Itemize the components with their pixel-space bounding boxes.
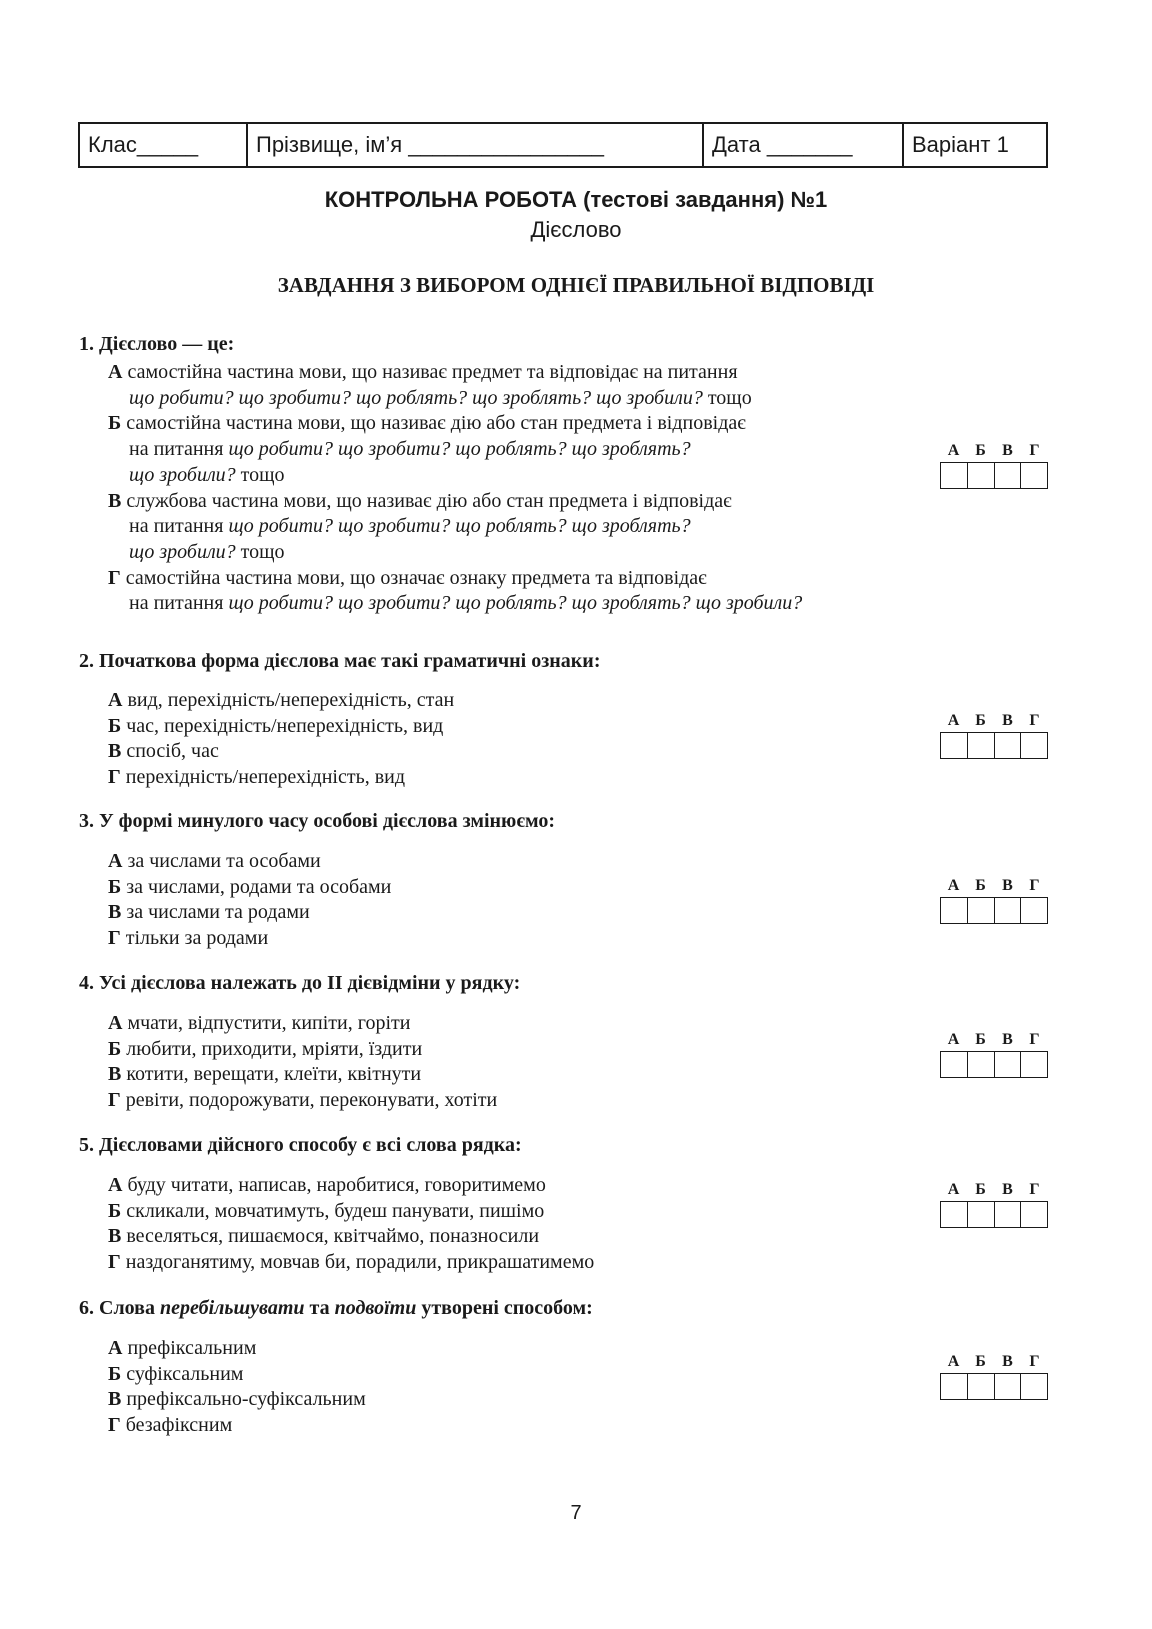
question-3-options	[108, 849, 391, 952]
option-c: В веселяться, пишаємося, квітчаймо, поназносили	[108, 1225, 540, 1248]
answer-grid-2: А Б В Г	[940, 712, 1048, 759]
option-a: А буду читати, написав, наробитися, говоритимемо	[108, 1174, 546, 1196]
answer-grid-4: А Б В Г	[940, 1031, 1048, 1078]
answer-box-b[interactable]	[968, 1374, 995, 1399]
option-c: В котити, верещати, клеїти, квітнути	[108, 1063, 422, 1086]
option-c: В спосіб, час	[108, 740, 219, 763]
option-d: Г наздоганятиму, мовчав би, порадили, прикрашатимемо	[108, 1251, 595, 1274]
question-1-options: А самостійна частина мови, що називає предмет та відповідає на питання що робити? що зробити? що роблять? що зроблять? що зробили? тощо Б самостійна частина мови, що називає дію або стан предмета і відповідає на питання що робити? що зробити? що роблять? що зроблять? що зробили? тощо В службова частина мови, що називає дію або стан предмета і відповідає на питання що робити? що зробити? що роблять? що зроблять? що зробили? тощо Г самостійна частина мови, що означає ознаку предмета та відповідає на питання що робити? що зробити? що роблять? що зроблять? що зробили?	[108, 361, 803, 615]
answer-box-c[interactable]	[995, 733, 1022, 758]
option-c: В за числами та родами	[108, 901, 310, 924]
answer-box-a[interactable]	[941, 1052, 968, 1077]
question-6-options	[108, 1336, 366, 1439]
question-1-title: 1. Дієслово — це:	[79, 333, 235, 355]
option-d: Г перехідність/неперехідність, вид	[108, 766, 406, 789]
option-d: Г самостійна частина мови, що означає ознаку предмета та відповідає	[108, 566, 707, 589]
question-2-title: 2. Початкова форма дієслова має такі граматичні ознаки:	[79, 650, 601, 672]
option-b: Б час, перехідність/неперехідність, вид	[108, 714, 444, 737]
answer-box-b[interactable]	[968, 463, 995, 488]
answer-box-d[interactable]	[1021, 1202, 1047, 1227]
answer-box-c[interactable]	[995, 898, 1022, 923]
answer-box-d[interactable]	[1021, 1052, 1047, 1077]
question-6-title: 6. Слова перебільшувати та подвоїти утворені способом:	[79, 1297, 593, 1319]
answer-grid-5: А Б В Г	[940, 1181, 1048, 1228]
test-title: КОНТРОЛЬНА РОБОТА (тестові завдання) №1	[324, 187, 828, 212]
option-d: Г ревіти, подорожувати, переконувати, хотіти	[108, 1089, 498, 1112]
answer-box-d[interactable]	[1021, 898, 1047, 923]
highlighted-word: перебільшувати	[159, 1297, 305, 1319]
option-a: А вид, перехідність/неперехідність, стан	[108, 689, 455, 711]
option-c: В службова частина мови, що називає дію або стан предмета і відповідає	[108, 489, 732, 512]
date-field[interactable]: Дата _______	[704, 124, 904, 166]
option-c: В префіксально-суфіксальним	[108, 1388, 366, 1411]
option-d: Г безафіксним	[108, 1414, 233, 1437]
answer-box-a[interactable]	[941, 898, 968, 923]
page-number: 7	[570, 1502, 582, 1524]
option-b: Б за числами, родами та особами	[108, 875, 392, 898]
option-a: А за числами та особами	[108, 850, 321, 872]
class-field[interactable]: Клас_____	[80, 124, 248, 166]
question-4-options	[108, 1011, 497, 1114]
option-b: Б скликали, мовчатимуть, будеш панувати, пишімо	[108, 1199, 545, 1222]
answer-box-b[interactable]	[968, 1052, 995, 1077]
question-4-title: 4. Усі дієслова належать до ІІ дієвідміни у рядку:	[79, 972, 521, 994]
answer-grid-1: А Б В Г	[940, 442, 1048, 489]
answer-box-c[interactable]	[995, 1052, 1022, 1077]
answer-box-b[interactable]	[968, 733, 995, 758]
answer-box-d[interactable]	[1021, 463, 1047, 488]
header-table	[78, 122, 1048, 168]
answer-grid-3: А Б В Г	[940, 877, 1048, 924]
answer-box-a[interactable]	[941, 1374, 968, 1399]
option-b: Б суфіксальним	[108, 1362, 244, 1385]
answer-box-c[interactable]	[995, 463, 1022, 488]
answer-box-a[interactable]	[941, 463, 968, 488]
option-a: А самостійна частина мови, що називає предмет та відповідає на питання	[108, 361, 738, 383]
option-a: А мчати, відпустити, кипіти, горіти	[108, 1012, 411, 1034]
name-field[interactable]: Прізвище, ім’я ________________	[248, 124, 704, 166]
answer-box-d[interactable]	[1021, 733, 1047, 758]
answer-box-c[interactable]	[995, 1374, 1022, 1399]
question-5-options	[108, 1173, 594, 1276]
highlighted-word: подвоїти	[334, 1297, 417, 1319]
answer-box-b[interactable]	[968, 1202, 995, 1227]
section-heading: ЗАВДАННЯ З ВИБОРОМ ОДНІЄЇ ПРАВИЛЬНОЇ ВІДПОВІДІ	[277, 273, 875, 297]
answer-box-b[interactable]	[968, 898, 995, 923]
option-b: Б самостійна частина мови, що називає дію або стан предмета і відповідає	[108, 412, 746, 435]
answer-box-a[interactable]	[941, 733, 968, 758]
test-subtitle: Дієслово	[530, 217, 622, 242]
answer-box-c[interactable]	[995, 1202, 1022, 1227]
question-2-options	[108, 688, 454, 791]
answer-box-d[interactable]	[1021, 1374, 1047, 1399]
option-b: Б любити, приходити, мріяти, їздити	[108, 1037, 423, 1060]
question-3-title: 3. У формі минулого часу особові дієслова змінюємо:	[79, 810, 555, 832]
answer-box-a[interactable]	[941, 1202, 968, 1227]
variant-cell: Варіант 1	[912, 132, 1009, 157]
option-a: А префіксальним	[108, 1337, 257, 1359]
question-5-title: 5. Дієсловами дійсного способу є всі слова рядка:	[79, 1134, 522, 1156]
option-d: Г тільки за родами	[108, 927, 269, 950]
answer-grid-6: А Б В Г	[940, 1353, 1048, 1400]
